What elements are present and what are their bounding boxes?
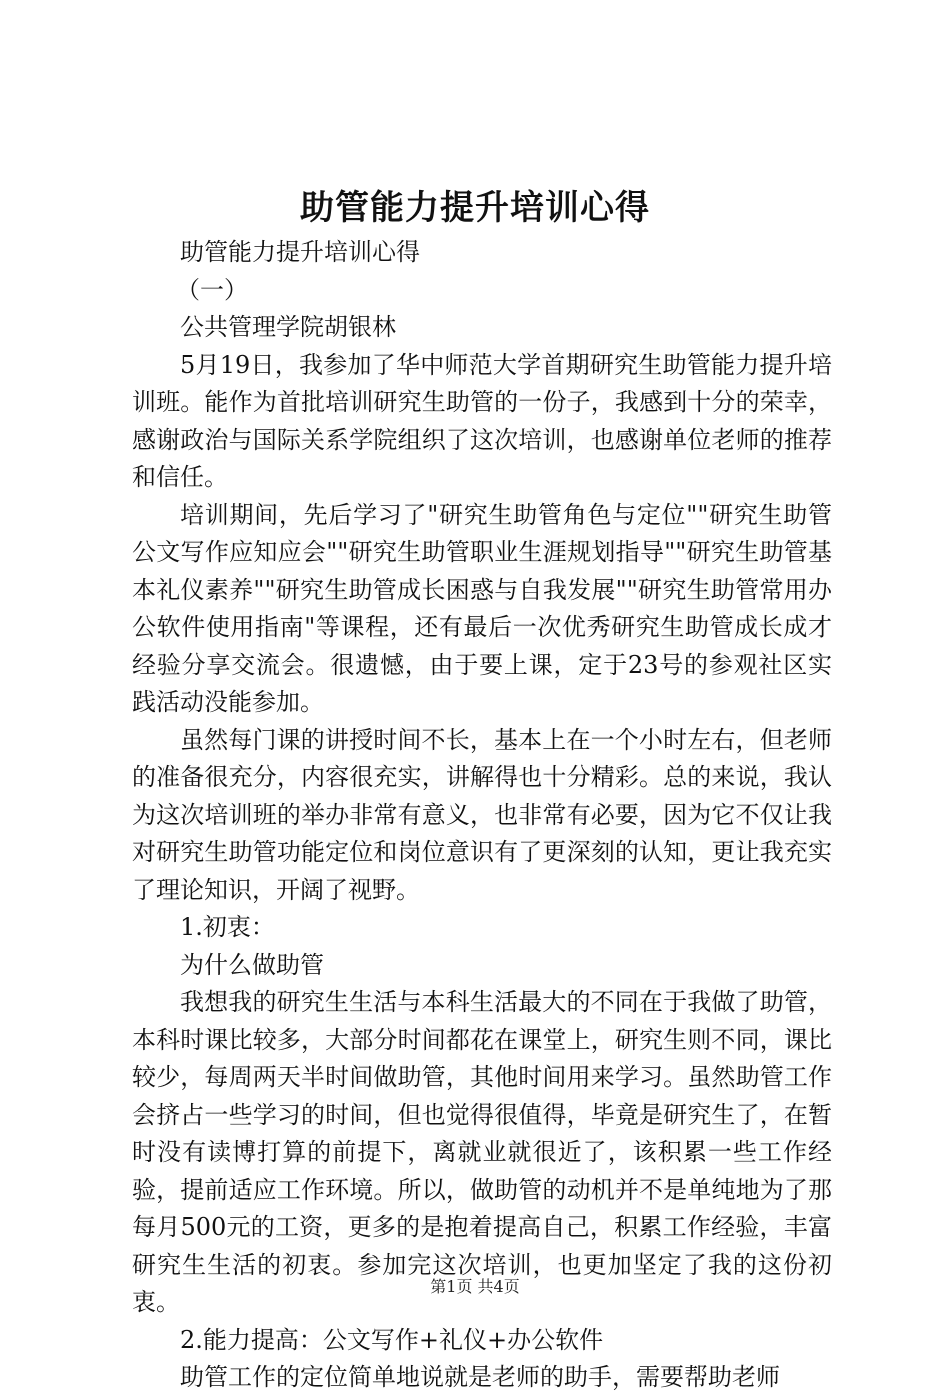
document-body — [132, 234, 832, 1397]
document-title: 助管能力提升培训心得 — [300, 188, 650, 228]
paragraph-reflection: 虽然每门课的讲授时间不长，基本上在一个小时左右，但老师的准备很充分，内容很充实，讲解得也十分精彩。总的来说，我认为这次培训班的举办非常有意义，也非常有必要，因为它不仅让我对研究生助管功能定位和岗位意识有了更深刻的认知，更让我充实了理论知识，开阔了视野。 — [132, 725, 832, 904]
part-marker: （一） — [176, 275, 248, 304]
paragraph-intro: 5月19日，我参加了华中师范大学首期研究生助管能力提升培训班。能作为首批培训研究生助管的一份子，我感到十分的荣幸，感谢政治与国际关系学院组织了这次培训，也感谢单位老师的推荐和信任。 — [132, 350, 832, 491]
author-line: 公共管理学院胡银林 — [180, 313, 396, 341]
subtitle: 助管能力提升培训心得 — [180, 238, 420, 266]
section2-paragraph: 助管工作的定位简单地说就是老师的助手，需要帮助老师 — [180, 1363, 780, 1391]
page-footer: 第1页 共4页 — [430, 1277, 520, 1296]
paragraph-courses: 培训期间，先后学习了"研究生助管角色与定位""研究生助管公文写作应知应会""研究生助管职业生涯规划指导""研究生助管基本礼仪素养""研究生助管成长困惑与自我发展""研究生助管常用办公软件使用指南"等课程，还有最后一次优秀研究生助管成长成才经验分享交流会。很遗憾，由于要上课，定于23号的参观社区实践活动没能参加。 — [132, 500, 832, 716]
section2-heading: 2.能力提高：公文写作+礼仪+办公软件 — [180, 1325, 604, 1354]
section1-subheading: 为什么做助管 — [180, 950, 324, 979]
section1-paragraph: 我想我的研究生生活与本科生活最大的不同在于我做了助管，本科时课比较多，大部分时间都花在课堂上，研究生则不同，课比较少，每周两天半时间做助管，其他时间用来学习。虽然助管工作会挤占一些学习的时间，但也觉得很值得，毕竟是研究生了，在暂时没有读博打算的前提下，离就业就很近了，该积累一些工作经验，提前适应工作环境。所以，做助管的动机并不是单纯地为了那每月500元的工资，更多的是抱着提高自己，积累工作经验，丰富研究生生活的初衷。参加完这次培训，也更加坚定了我的这份初衷。 — [132, 988, 832, 1316]
section1-heading: 1.初衷： — [180, 913, 275, 941]
